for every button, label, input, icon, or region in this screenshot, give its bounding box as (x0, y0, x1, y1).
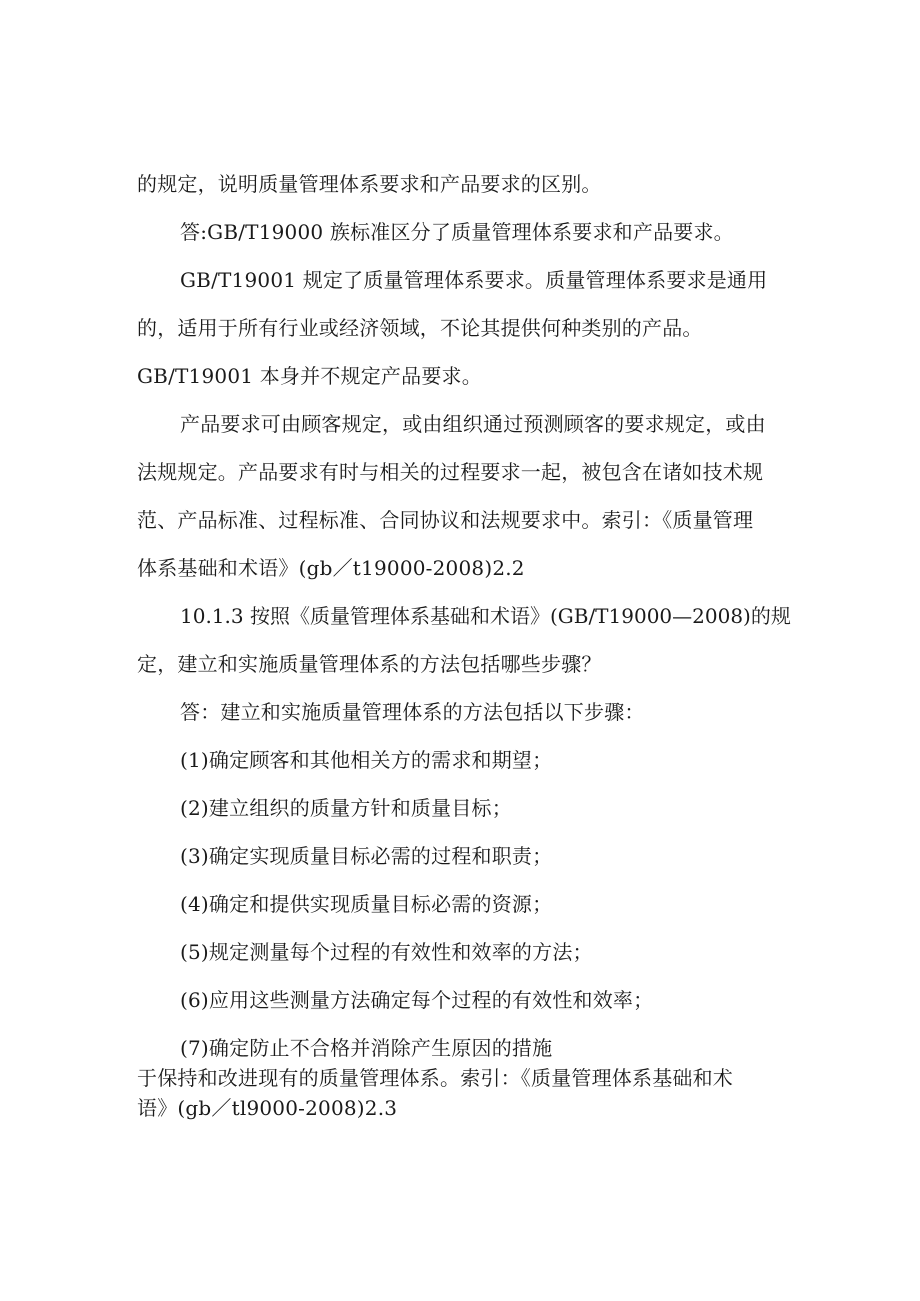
text-line-9: 体系基础和术语》(gb／t19000-2008)2.2 (137, 556, 525, 580)
text-line-21: 语》(gb／tl9000-2008)2.3 (137, 1096, 398, 1120)
text-line-19: (7)确定防止不合格并消除产生原因的措施 (180, 1036, 553, 1060)
text-line-15: (3)确定实现质量目标必需的过程和职责； (180, 844, 553, 868)
text-line-2: 答:GB/T19000 族标准区分了质量管理体系要求和产品要求。 (180, 220, 734, 244)
text-line-5: GB/T19001 本身并不规定产品要求。 (137, 364, 482, 388)
text-line-16: (4)确定和提供实现质量目标必需的资源； (180, 892, 553, 916)
text-line-6: 产品要求可由顾客规定，或由组织通过预测顾客的要求规定，或由 (180, 412, 766, 436)
text-line-11: 定，建立和实施质量管理体系的方法包括哪些步骤？ (137, 652, 602, 676)
text-line-3: GB/T19001 规定了质量管理体系要求。质量管理体系要求是通用 (180, 268, 768, 292)
text-line-13: (1)确定顾客和其他相关方的需求和期望； (180, 748, 553, 772)
text-line-12: 答：建立和实施质量管理体系的方法包括以下步骤： (180, 700, 645, 724)
text-line-20: 于保持和改进现有的质量管理体系。索引：《质量管理体系基础和术 (137, 1066, 733, 1090)
text-line-7: 法规规定。产品要求有时与相关的过程要求一起，被包含在诸如技术规 (137, 460, 764, 484)
text-line-17: (5)规定测量每个过程的有效性和效率的方法； (180, 940, 593, 964)
text-line-14: (2)建立组织的质量方针和质量目标； (180, 796, 512, 820)
text-line-4: 的，适用于所有行业或经济领域，不论其提供何种类别的产品。 (137, 316, 703, 340)
text-line-10: 10.1.3 按照《质量管理体系基础和术语》(GB/T19000—2008)的规 (180, 604, 791, 628)
text-line-8: 范、产品标准、过程标准、合同协议和法规要求中。索引：《质量管理 (137, 508, 754, 532)
text-line-1: 的规定，说明质量管理体系要求和产品要求的区别。 (137, 172, 602, 196)
text-line-18: (6)应用这些测量方法确定每个过程的有效性和效率； (180, 988, 654, 1012)
